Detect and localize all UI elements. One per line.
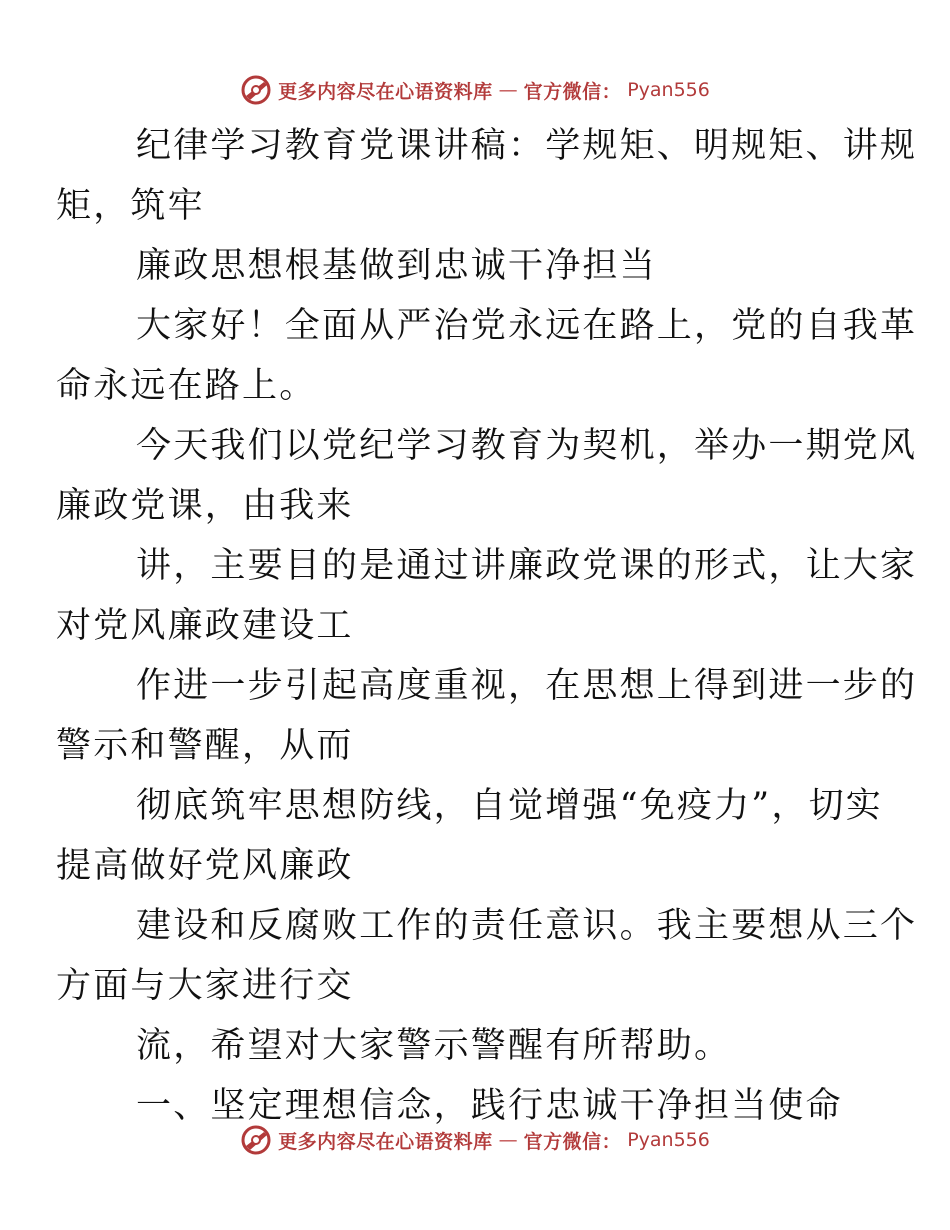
seal-logo-icon — [240, 1124, 272, 1156]
footer-watermark — [0, 1120, 950, 1160]
body-paragraph — [56, 656, 918, 776]
text-line: 廉政党课，由我来 — [56, 486, 354, 526]
text-line: 警示和警醒，从而 — [56, 726, 354, 766]
text-line: 纪律学习教育党课讲稿：学规矩、明规矩、讲规 — [136, 126, 918, 166]
body-paragraph — [56, 536, 918, 656]
body-paragraph — [96, 1016, 856, 1076]
text-line: 对党风廉政建设工 — [56, 606, 354, 646]
text-line: 大家好！全面从严治党永远在路上，党的自我革 — [136, 306, 918, 346]
text-line: 方面与大家进行交 — [56, 966, 354, 1006]
text-line: 命永远在路上。 — [56, 366, 317, 406]
text-line: 流，希望对大家警示警醒有所帮助。 — [136, 1026, 732, 1066]
text-line: 作进一步引起高度重视，在思想上得到进一步的 — [136, 666, 918, 706]
body-paragraph — [56, 296, 918, 416]
header-watermark — [0, 70, 950, 110]
seal-logo-icon — [240, 74, 272, 106]
subtitle-paragraph — [96, 236, 856, 296]
watermark-brand: 更多内容尽在心语资料库 — [278, 80, 493, 103]
text-line: 讲，主要目的是通过讲廉政党课的形式，让大家 — [136, 546, 918, 586]
title-paragraph — [56, 116, 918, 236]
document-body — [56, 116, 918, 1136]
text-line: 一、坚定理想信念，践行忠诚干净担当使命 — [136, 1086, 843, 1126]
text-line: 彻底筑牢思想防线，自觉增强“免疫力”，切实 — [136, 786, 883, 826]
watermark-separator: — — [498, 79, 518, 101]
text-line: 廉政思想根基做到忠诚干净担当 — [136, 246, 657, 286]
text-line: 提高做好党风廉政 — [56, 846, 354, 886]
watermark-brand: 更多内容尽在心语资料库 — [278, 1130, 493, 1153]
text-line: 今天我们以党纪学习教育为契机，举办一期党风 — [136, 426, 918, 466]
watermark-separator: — — [498, 1129, 518, 1151]
watermark-handle: Pyan556 — [627, 79, 710, 101]
body-paragraph — [56, 896, 918, 1016]
body-paragraph — [56, 416, 918, 536]
text-line: 建设和反腐败工作的责任意识。我主要想从三个 — [136, 906, 918, 946]
watermark-label: 官方微信： — [523, 1130, 622, 1153]
text-line: 矩，筑牢 — [56, 186, 205, 226]
watermark-handle: Pyan556 — [627, 1129, 710, 1151]
watermark-label: 官方微信： — [523, 80, 622, 103]
body-paragraph — [56, 776, 883, 896]
